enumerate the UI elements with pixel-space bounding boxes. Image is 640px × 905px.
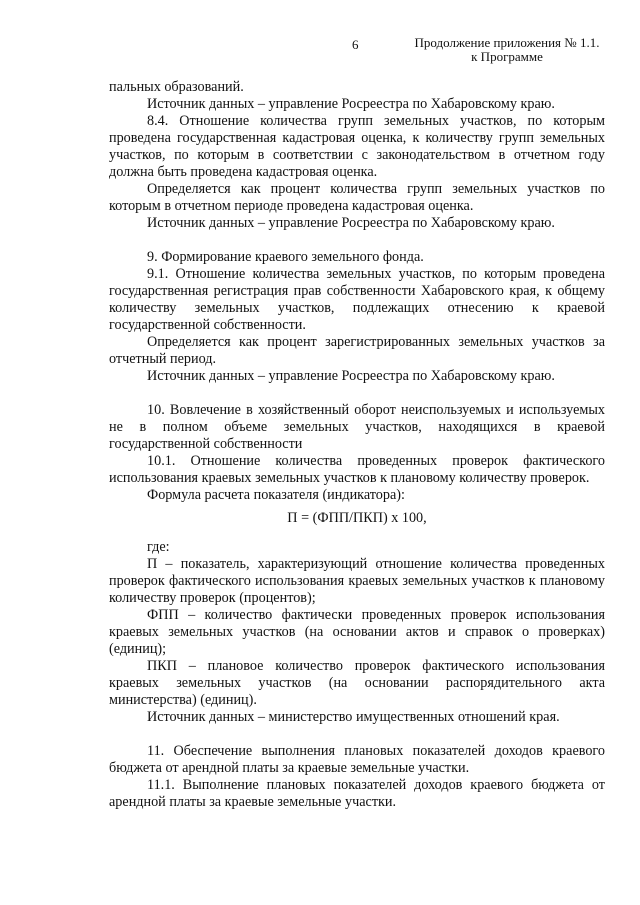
section-heading: 9. Формирование краевого земельного фонда. [147, 249, 424, 265]
paragraph: П – показатель, характеризующий отношение количества проведенных проверок фактического использования краевых земельных участков к плановому количеству проверок (процентов); [109, 556, 605, 606]
header-note-line1: Продолжение приложения № 1.1. [414, 35, 600, 50]
header-note [412, 36, 602, 64]
paragraph: Формула расчета показателя (индикатора): [147, 487, 405, 503]
formula: П = (ФПП/ПКП) х 100, [287, 510, 427, 526]
paragraph: Источник данных – управление Росреестра по Хабаровскому краю. [147, 368, 555, 384]
page-number: 6 [352, 37, 359, 52]
paragraph: 11.1. Выполнение плановых показателей доходов краевого бюджета от арендной платы за краевые земельные участки. [109, 777, 605, 810]
paragraph: ФПП – количество фактически проведенных проверок использования краевых земельных участков (на основании актов и справок о проверках) (единиц); [109, 607, 605, 657]
paragraph: Определяется как процент количества групп земельных участков по которым в отчетном периоде проведена кадастровая оценка. [109, 181, 605, 214]
paragraph: Источник данных – управление Росреестра по Хабаровскому краю. [147, 215, 555, 231]
section-heading: 11. Обеспечение выполнения плановых показателей доходов краевого бюджета от арендной платы за краевые земельные участки. [109, 743, 605, 776]
document-body [109, 79, 605, 811]
spacer [109, 385, 605, 402]
paragraph: 8.4. Отношение количества групп земельных участков, по которым проведена государственная кадастровая оценка, к количеству групп земельных участков, по которым в соответствии с законодательством в отчетном году должна быть проведена кадастровая оценка. [109, 113, 605, 180]
paragraph: Источник данных – управление Росреестра по Хабаровскому краю. [147, 96, 555, 112]
spacer [109, 232, 605, 249]
spacer [109, 726, 605, 743]
section-heading: 10. Вовлечение в хозяйственный оборот неиспользуемых и используемых не в полном объеме земельных участков, находящихся в краевой государственной собственности [109, 402, 605, 452]
header-note-line2: к Программе [471, 49, 543, 64]
paragraph: ПКП – плановое количество проверок фактического использования краевых земельных участков (на основании распорядительного акта министерства) (единиц). [109, 658, 605, 708]
paragraph: 9.1. Отношение количества земельных участков, по которым проведена государственная регистрация прав собственности Хабаровского края, к общему количеству земельных участков, подлежащих отнесению к краевой государственной собственности. [109, 266, 605, 333]
paragraph: Источник данных – министерство имущественных отношений края. [147, 709, 560, 725]
paragraph: пальных образований. [109, 79, 244, 95]
paragraph: 10.1. Отношение количества проведенных проверок фактического использования краевых земельных участков к плановому количеству проверок. [109, 453, 605, 486]
paragraph: где: [147, 539, 170, 555]
paragraph: Определяется как процент зарегистрированных земельных участков за отчетный период. [109, 334, 605, 367]
